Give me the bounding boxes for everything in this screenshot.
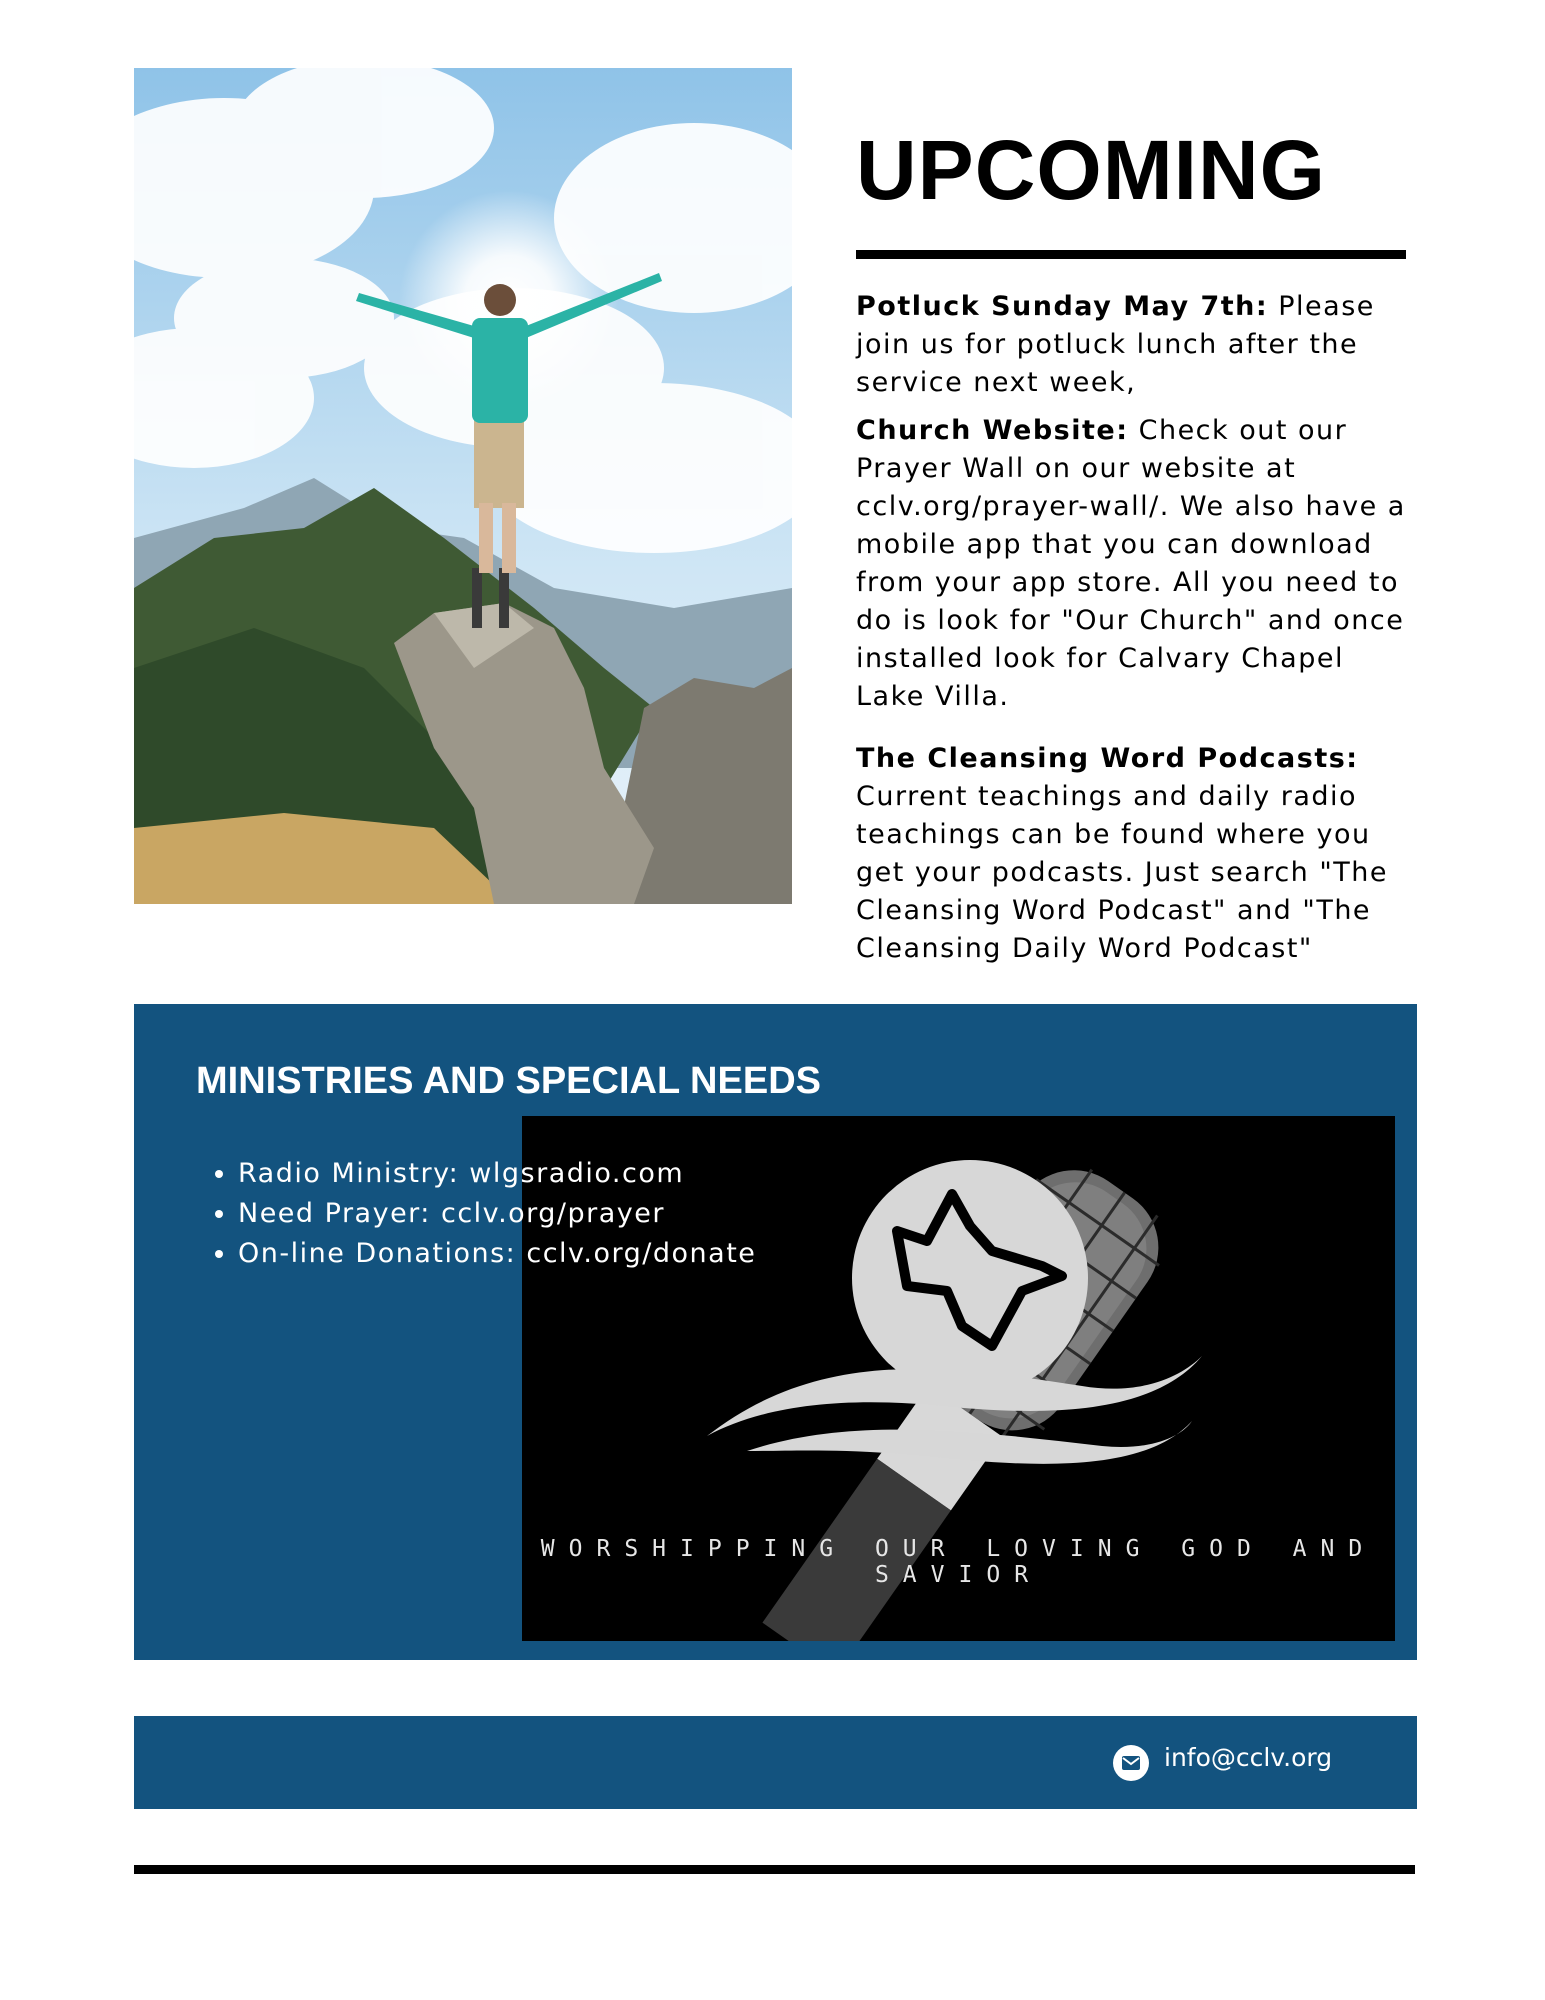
ministries-section bbox=[134, 1004, 1417, 1660]
title-divider bbox=[856, 250, 1406, 259]
event-text: Current teachings and daily radio teachings can be found where you get your podcasts. Just search "The Cleansing Word Podcast" and "The Cleansing Daily Word Podcast" bbox=[856, 781, 1389, 964]
event-label: The Cleansing Word Podcasts: bbox=[856, 743, 1359, 774]
ministries-list bbox=[196, 1154, 756, 1274]
list-item[interactable]: • Radio Ministry: wlgsradio.com bbox=[238, 1154, 756, 1194]
event-potluck bbox=[856, 288, 1416, 402]
event-podcasts bbox=[856, 740, 1416, 968]
bottom-divider bbox=[134, 1865, 1415, 1874]
event-church-website bbox=[856, 412, 1416, 716]
email-link[interactable]: info@cclv.org bbox=[1164, 1743, 1333, 1772]
event-text: Please join us for potluck lunch after the service next week, bbox=[856, 291, 1375, 398]
hero-photo bbox=[134, 68, 792, 904]
event-label: Church Website: bbox=[856, 415, 1129, 446]
event-text: Check out our Prayer Wall on our website at cclv.org/prayer-wall/. We also have a mobile app that you can download from your app store. All you need to do is look for "Our Church" and once installed look for Calvary Chapel Lake Villa. bbox=[856, 415, 1406, 712]
radio-tagline: WORSHIPPING OUR LOVING GOD AND SAVIOR bbox=[540, 1536, 1377, 1588]
page-title: UPCOMING bbox=[856, 123, 1326, 217]
list-item[interactable]: • Need Prayer: cclv.org/prayer bbox=[238, 1194, 756, 1234]
event-label: Potluck Sunday May 7th: bbox=[856, 291, 1269, 322]
upcoming-events bbox=[856, 288, 1416, 978]
list-item[interactable]: • On-line Donations: cclv.org/donate bbox=[238, 1234, 756, 1274]
footer-bar bbox=[134, 1716, 1417, 1809]
mail-icon bbox=[1113, 1745, 1149, 1781]
ministries-title: MINISTRIES AND SPECIAL NEEDS bbox=[196, 1060, 821, 1102]
